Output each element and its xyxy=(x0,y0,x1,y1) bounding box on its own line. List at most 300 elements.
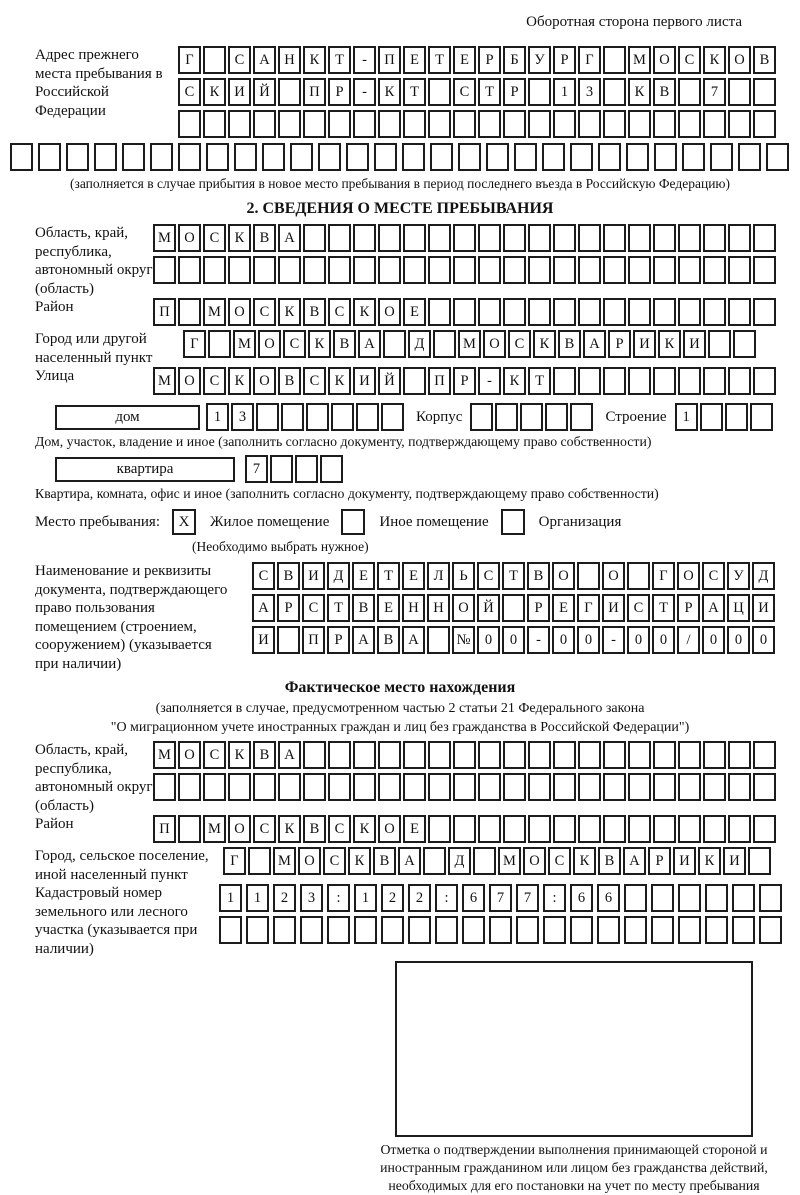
char-cell[interactable] xyxy=(278,256,301,284)
char-cell[interactable] xyxy=(503,815,526,843)
char-cell[interactable] xyxy=(403,367,426,395)
char-cell[interactable]: 2 xyxy=(381,884,404,912)
char-cell[interactable] xyxy=(733,330,756,358)
prev-address-row-4[interactable] xyxy=(10,143,800,171)
char-cell[interactable]: М xyxy=(273,847,296,875)
char-cell[interactable] xyxy=(528,773,551,801)
char-cell[interactable]: Т xyxy=(377,562,400,590)
char-cell[interactable]: Г xyxy=(578,46,601,74)
char-cell[interactable] xyxy=(281,403,304,431)
char-cell[interactable] xyxy=(678,741,701,769)
char-cell[interactable] xyxy=(528,815,551,843)
char-cell[interactable]: Е xyxy=(403,298,426,326)
char-cell[interactable]: О xyxy=(552,562,575,590)
char-cell[interactable]: О xyxy=(653,46,676,74)
char-cell[interactable]: - xyxy=(527,626,550,654)
char-cell[interactable]: 2 xyxy=(408,884,431,912)
char-cell[interactable]: А xyxy=(358,330,381,358)
char-cell[interactable]: П xyxy=(153,298,176,326)
char-cell[interactable]: 0 xyxy=(577,626,600,654)
char-cell[interactable]: 7 xyxy=(489,884,512,912)
char-cell[interactable] xyxy=(678,256,701,284)
char-cell[interactable] xyxy=(178,773,201,801)
char-cell[interactable]: М xyxy=(203,298,226,326)
char-cell[interactable] xyxy=(453,224,476,252)
char-cell[interactable] xyxy=(603,815,626,843)
char-cell[interactable]: А xyxy=(352,626,375,654)
char-cell[interactable]: № xyxy=(452,626,475,654)
char-cell[interactable] xyxy=(528,741,551,769)
char-cell[interactable]: 7 xyxy=(516,884,539,912)
district-row[interactable] xyxy=(153,298,778,326)
char-cell[interactable] xyxy=(700,403,723,431)
char-cell[interactable] xyxy=(303,110,326,138)
char-cell[interactable] xyxy=(478,298,501,326)
char-cell[interactable]: - xyxy=(478,367,501,395)
char-cell[interactable]: Д xyxy=(327,562,350,590)
char-cell[interactable]: В xyxy=(253,224,276,252)
char-cell[interactable] xyxy=(331,403,354,431)
char-cell[interactable]: 1 xyxy=(246,884,269,912)
char-cell[interactable] xyxy=(703,815,726,843)
char-cell[interactable]: Т xyxy=(652,594,675,622)
char-cell[interactable] xyxy=(435,916,458,944)
char-cell[interactable]: М xyxy=(628,46,651,74)
korpus-row[interactable] xyxy=(470,403,595,431)
char-cell[interactable]: К xyxy=(203,78,226,106)
char-cell[interactable] xyxy=(208,330,231,358)
stroenie-row[interactable] xyxy=(675,403,775,431)
char-cell[interactable]: Г xyxy=(183,330,206,358)
char-cell[interactable]: Е xyxy=(403,46,426,74)
char-cell[interactable] xyxy=(489,916,512,944)
char-cell[interactable] xyxy=(353,773,376,801)
char-cell[interactable]: К xyxy=(348,847,371,875)
char-cell[interactable] xyxy=(603,741,626,769)
char-cell[interactable] xyxy=(403,256,426,284)
char-cell[interactable] xyxy=(270,455,293,483)
char-cell[interactable] xyxy=(356,403,379,431)
char-cell[interactable] xyxy=(318,143,341,171)
char-cell[interactable] xyxy=(303,256,326,284)
char-cell[interactable]: М xyxy=(233,330,256,358)
char-cell[interactable] xyxy=(458,143,481,171)
char-cell[interactable] xyxy=(553,224,576,252)
char-cell[interactable] xyxy=(708,330,731,358)
char-cell[interactable]: В xyxy=(303,815,326,843)
char-cell[interactable] xyxy=(570,143,593,171)
char-cell[interactable]: С xyxy=(453,78,476,106)
char-cell[interactable]: В xyxy=(598,847,621,875)
char-cell[interactable] xyxy=(703,367,726,395)
char-cell[interactable] xyxy=(378,773,401,801)
char-cell[interactable] xyxy=(728,224,751,252)
char-cell[interactable] xyxy=(278,78,301,106)
char-cell[interactable] xyxy=(542,143,565,171)
region-row-1[interactable] xyxy=(153,224,778,252)
char-cell[interactable]: Р xyxy=(503,78,526,106)
char-cell[interactable] xyxy=(553,298,576,326)
char-cell[interactable]: Т xyxy=(502,562,525,590)
char-cell[interactable] xyxy=(753,773,776,801)
char-cell[interactable]: Г xyxy=(178,46,201,74)
char-cell[interactable]: 0 xyxy=(502,626,525,654)
char-cell[interactable]: О xyxy=(483,330,506,358)
char-cell[interactable]: И xyxy=(683,330,706,358)
char-cell[interactable] xyxy=(703,224,726,252)
char-cell[interactable] xyxy=(628,773,651,801)
char-cell[interactable]: 0 xyxy=(477,626,500,654)
char-cell[interactable] xyxy=(428,815,451,843)
char-cell[interactable] xyxy=(428,741,451,769)
char-cell[interactable]: О xyxy=(378,298,401,326)
char-cell[interactable] xyxy=(753,78,776,106)
char-cell[interactable] xyxy=(553,110,576,138)
char-cell[interactable] xyxy=(478,224,501,252)
char-cell[interactable]: 7 xyxy=(703,78,726,106)
char-cell[interactable] xyxy=(178,256,201,284)
char-cell[interactable] xyxy=(219,916,242,944)
char-cell[interactable]: Т xyxy=(428,46,451,74)
char-cell[interactable] xyxy=(353,256,376,284)
char-cell[interactable] xyxy=(402,143,425,171)
char-cell[interactable]: Г xyxy=(223,847,246,875)
char-cell[interactable] xyxy=(626,143,649,171)
city-row[interactable] xyxy=(183,330,758,358)
char-cell[interactable] xyxy=(628,741,651,769)
char-cell[interactable] xyxy=(543,916,566,944)
char-cell[interactable] xyxy=(553,256,576,284)
char-cell[interactable] xyxy=(528,78,551,106)
char-cell[interactable]: Р xyxy=(277,594,300,622)
char-cell[interactable] xyxy=(628,110,651,138)
char-cell[interactable] xyxy=(678,367,701,395)
char-cell[interactable] xyxy=(553,367,576,395)
char-cell[interactable] xyxy=(528,298,551,326)
char-cell[interactable] xyxy=(300,916,323,944)
char-cell[interactable]: Т xyxy=(403,78,426,106)
char-cell[interactable]: О xyxy=(523,847,546,875)
char-cell[interactable] xyxy=(759,916,782,944)
char-cell[interactable]: М xyxy=(458,330,481,358)
char-cell[interactable] xyxy=(577,562,600,590)
char-cell[interactable] xyxy=(327,916,350,944)
char-cell[interactable] xyxy=(759,884,782,912)
char-cell[interactable] xyxy=(453,773,476,801)
char-cell[interactable]: А xyxy=(278,741,301,769)
char-cell[interactable] xyxy=(738,143,761,171)
char-cell[interactable]: В xyxy=(527,562,550,590)
char-cell[interactable]: 0 xyxy=(552,626,575,654)
char-cell[interactable]: С xyxy=(203,367,226,395)
char-cell[interactable] xyxy=(728,298,751,326)
char-cell[interactable] xyxy=(703,741,726,769)
char-cell[interactable] xyxy=(628,256,651,284)
char-cell[interactable] xyxy=(495,403,518,431)
char-cell[interactable]: С xyxy=(303,367,326,395)
char-cell[interactable] xyxy=(753,256,776,284)
char-cell[interactable]: Д xyxy=(408,330,431,358)
char-cell[interactable] xyxy=(178,110,201,138)
char-cell[interactable] xyxy=(354,916,377,944)
char-cell[interactable]: Т xyxy=(328,46,351,74)
char-cell[interactable]: Й xyxy=(253,78,276,106)
char-cell[interactable] xyxy=(603,110,626,138)
char-cell[interactable] xyxy=(750,403,773,431)
char-cell[interactable] xyxy=(578,256,601,284)
char-cell[interactable]: О xyxy=(378,815,401,843)
actual-city-row[interactable] xyxy=(223,847,773,875)
char-cell[interactable]: К xyxy=(703,46,726,74)
prev-address-row-3[interactable] xyxy=(178,110,778,138)
char-cell[interactable]: М xyxy=(203,815,226,843)
char-cell[interactable] xyxy=(303,741,326,769)
char-cell[interactable] xyxy=(203,773,226,801)
char-cell[interactable] xyxy=(578,367,601,395)
char-cell[interactable] xyxy=(427,626,450,654)
char-cell[interactable] xyxy=(603,224,626,252)
char-cell[interactable]: 6 xyxy=(570,884,593,912)
char-cell[interactable] xyxy=(678,815,701,843)
char-cell[interactable]: И xyxy=(633,330,656,358)
char-cell[interactable]: Е xyxy=(403,815,426,843)
char-cell[interactable] xyxy=(478,815,501,843)
char-cell[interactable] xyxy=(473,847,496,875)
char-cell[interactable]: Е xyxy=(552,594,575,622)
char-cell[interactable] xyxy=(678,884,701,912)
char-cell[interactable]: С xyxy=(548,847,571,875)
char-cell[interactable]: Р xyxy=(648,847,671,875)
actual-district-row[interactable] xyxy=(153,815,778,843)
char-cell[interactable]: А xyxy=(398,847,421,875)
char-cell[interactable] xyxy=(553,773,576,801)
char-cell[interactable]: В xyxy=(377,626,400,654)
char-cell[interactable]: Р xyxy=(553,46,576,74)
char-cell[interactable] xyxy=(624,884,647,912)
char-cell[interactable] xyxy=(627,562,650,590)
char-cell[interactable] xyxy=(578,298,601,326)
cadastral-row-2[interactable] xyxy=(219,916,786,944)
char-cell[interactable]: В xyxy=(333,330,356,358)
char-cell[interactable]: С xyxy=(328,298,351,326)
char-cell[interactable] xyxy=(378,110,401,138)
char-cell[interactable] xyxy=(653,224,676,252)
char-cell[interactable] xyxy=(728,741,751,769)
char-cell[interactable] xyxy=(628,367,651,395)
char-cell[interactable] xyxy=(628,298,651,326)
char-cell[interactable] xyxy=(703,110,726,138)
char-cell[interactable]: У xyxy=(727,562,750,590)
char-cell[interactable]: А xyxy=(402,626,425,654)
char-cell[interactable] xyxy=(628,815,651,843)
char-cell[interactable] xyxy=(378,741,401,769)
char-cell[interactable]: - xyxy=(353,46,376,74)
char-cell[interactable] xyxy=(603,367,626,395)
char-cell[interactable]: В xyxy=(277,562,300,590)
char-cell[interactable] xyxy=(453,741,476,769)
char-cell[interactable] xyxy=(553,741,576,769)
char-cell[interactable]: 0 xyxy=(702,626,725,654)
char-cell[interactable]: Й xyxy=(378,367,401,395)
checkbox-other-premises[interactable] xyxy=(341,509,365,535)
char-cell[interactable] xyxy=(728,367,751,395)
char-cell[interactable] xyxy=(278,773,301,801)
char-cell[interactable] xyxy=(381,916,404,944)
char-cell[interactable]: Н xyxy=(427,594,450,622)
char-cell[interactable] xyxy=(453,256,476,284)
char-cell[interactable] xyxy=(603,298,626,326)
char-cell[interactable]: В xyxy=(253,741,276,769)
char-cell[interactable]: О xyxy=(452,594,475,622)
char-cell[interactable]: В xyxy=(653,78,676,106)
char-cell[interactable]: К xyxy=(503,367,526,395)
char-cell[interactable] xyxy=(428,298,451,326)
char-cell[interactable]: 1 xyxy=(354,884,377,912)
char-cell[interactable] xyxy=(603,256,626,284)
char-cell[interactable]: С xyxy=(203,741,226,769)
char-cell[interactable] xyxy=(703,298,726,326)
char-cell[interactable] xyxy=(753,224,776,252)
char-cell[interactable]: 0 xyxy=(652,626,675,654)
char-cell[interactable] xyxy=(378,224,401,252)
char-cell[interactable]: П xyxy=(428,367,451,395)
char-cell[interactable] xyxy=(570,916,593,944)
char-cell[interactable]: Г xyxy=(577,594,600,622)
char-cell[interactable]: С xyxy=(228,46,251,74)
char-cell[interactable] xyxy=(153,773,176,801)
char-cell[interactable]: - xyxy=(602,626,625,654)
char-cell[interactable] xyxy=(478,256,501,284)
char-cell[interactable]: К xyxy=(658,330,681,358)
char-cell[interactable] xyxy=(328,256,351,284)
char-cell[interactable]: В xyxy=(303,298,326,326)
house-type-field[interactable]: дом xyxy=(55,405,200,430)
char-cell[interactable]: А xyxy=(253,46,276,74)
char-cell[interactable] xyxy=(728,78,751,106)
char-cell[interactable] xyxy=(528,110,551,138)
char-cell[interactable]: К xyxy=(228,367,251,395)
apartment-type-field[interactable]: квартира xyxy=(55,457,235,482)
char-cell[interactable] xyxy=(503,773,526,801)
char-cell[interactable] xyxy=(253,110,276,138)
char-cell[interactable] xyxy=(503,298,526,326)
char-cell[interactable]: Ц xyxy=(727,594,750,622)
char-cell[interactable]: 1 xyxy=(206,403,229,431)
char-cell[interactable]: К xyxy=(533,330,556,358)
house-number-row[interactable] xyxy=(206,403,406,431)
char-cell[interactable]: С xyxy=(678,46,701,74)
char-cell[interactable] xyxy=(234,143,257,171)
char-cell[interactable]: К xyxy=(228,224,251,252)
char-cell[interactable] xyxy=(528,224,551,252)
char-cell[interactable] xyxy=(728,256,751,284)
char-cell[interactable] xyxy=(178,143,201,171)
char-cell[interactable]: 3 xyxy=(231,403,254,431)
char-cell[interactable]: В xyxy=(753,46,776,74)
char-cell[interactable]: У xyxy=(528,46,551,74)
char-cell[interactable]: Д xyxy=(448,847,471,875)
char-cell[interactable] xyxy=(753,367,776,395)
char-cell[interactable] xyxy=(428,78,451,106)
char-cell[interactable] xyxy=(122,143,145,171)
char-cell[interactable] xyxy=(428,773,451,801)
char-cell[interactable] xyxy=(516,916,539,944)
actual-region-row-1[interactable] xyxy=(153,741,778,769)
char-cell[interactable] xyxy=(295,455,318,483)
char-cell[interactable]: О xyxy=(178,224,201,252)
char-cell[interactable] xyxy=(470,403,493,431)
region-row-2[interactable] xyxy=(153,256,778,284)
char-cell[interactable] xyxy=(732,884,755,912)
char-cell[interactable]: С xyxy=(253,815,276,843)
char-cell[interactable]: А xyxy=(252,594,275,622)
char-cell[interactable] xyxy=(653,256,676,284)
char-cell[interactable]: 3 xyxy=(578,78,601,106)
char-cell[interactable]: Т xyxy=(478,78,501,106)
char-cell[interactable]: И xyxy=(353,367,376,395)
char-cell[interactable]: : xyxy=(327,884,350,912)
char-cell[interactable] xyxy=(520,403,543,431)
char-cell[interactable] xyxy=(462,916,485,944)
char-cell[interactable] xyxy=(378,256,401,284)
char-cell[interactable] xyxy=(545,403,568,431)
char-cell[interactable] xyxy=(478,110,501,138)
char-cell[interactable]: П xyxy=(153,815,176,843)
char-cell[interactable] xyxy=(353,110,376,138)
char-cell[interactable] xyxy=(346,143,369,171)
char-cell[interactable]: С xyxy=(283,330,306,358)
char-cell[interactable]: 1 xyxy=(553,78,576,106)
char-cell[interactable] xyxy=(278,110,301,138)
char-cell[interactable] xyxy=(728,110,751,138)
char-cell[interactable] xyxy=(453,298,476,326)
char-cell[interactable] xyxy=(598,143,621,171)
char-cell[interactable] xyxy=(653,773,676,801)
char-cell[interactable]: И xyxy=(723,847,746,875)
char-cell[interactable] xyxy=(381,403,404,431)
char-cell[interactable]: О xyxy=(228,298,251,326)
char-cell[interactable]: 6 xyxy=(597,884,620,912)
char-cell[interactable]: С xyxy=(627,594,650,622)
char-cell[interactable] xyxy=(320,455,343,483)
char-cell[interactable] xyxy=(503,224,526,252)
char-cell[interactable] xyxy=(725,403,748,431)
char-cell[interactable] xyxy=(303,224,326,252)
char-cell[interactable] xyxy=(732,916,755,944)
char-cell[interactable] xyxy=(403,773,426,801)
char-cell[interactable] xyxy=(228,256,251,284)
char-cell[interactable]: Б xyxy=(503,46,526,74)
char-cell[interactable] xyxy=(428,256,451,284)
char-cell[interactable]: С xyxy=(203,224,226,252)
char-cell[interactable]: Г xyxy=(652,562,675,590)
char-cell[interactable] xyxy=(603,773,626,801)
char-cell[interactable] xyxy=(728,773,751,801)
char-cell[interactable]: 1 xyxy=(219,884,242,912)
char-cell[interactable]: С xyxy=(508,330,531,358)
char-cell[interactable] xyxy=(597,916,620,944)
char-cell[interactable]: С xyxy=(323,847,346,875)
char-cell[interactable]: В xyxy=(278,367,301,395)
char-cell[interactable] xyxy=(603,78,626,106)
char-cell[interactable]: : xyxy=(543,884,566,912)
char-cell[interactable] xyxy=(578,110,601,138)
char-cell[interactable] xyxy=(374,143,397,171)
char-cell[interactable]: Н xyxy=(402,594,425,622)
char-cell[interactable] xyxy=(246,916,269,944)
char-cell[interactable]: И xyxy=(252,626,275,654)
char-cell[interactable] xyxy=(290,143,313,171)
